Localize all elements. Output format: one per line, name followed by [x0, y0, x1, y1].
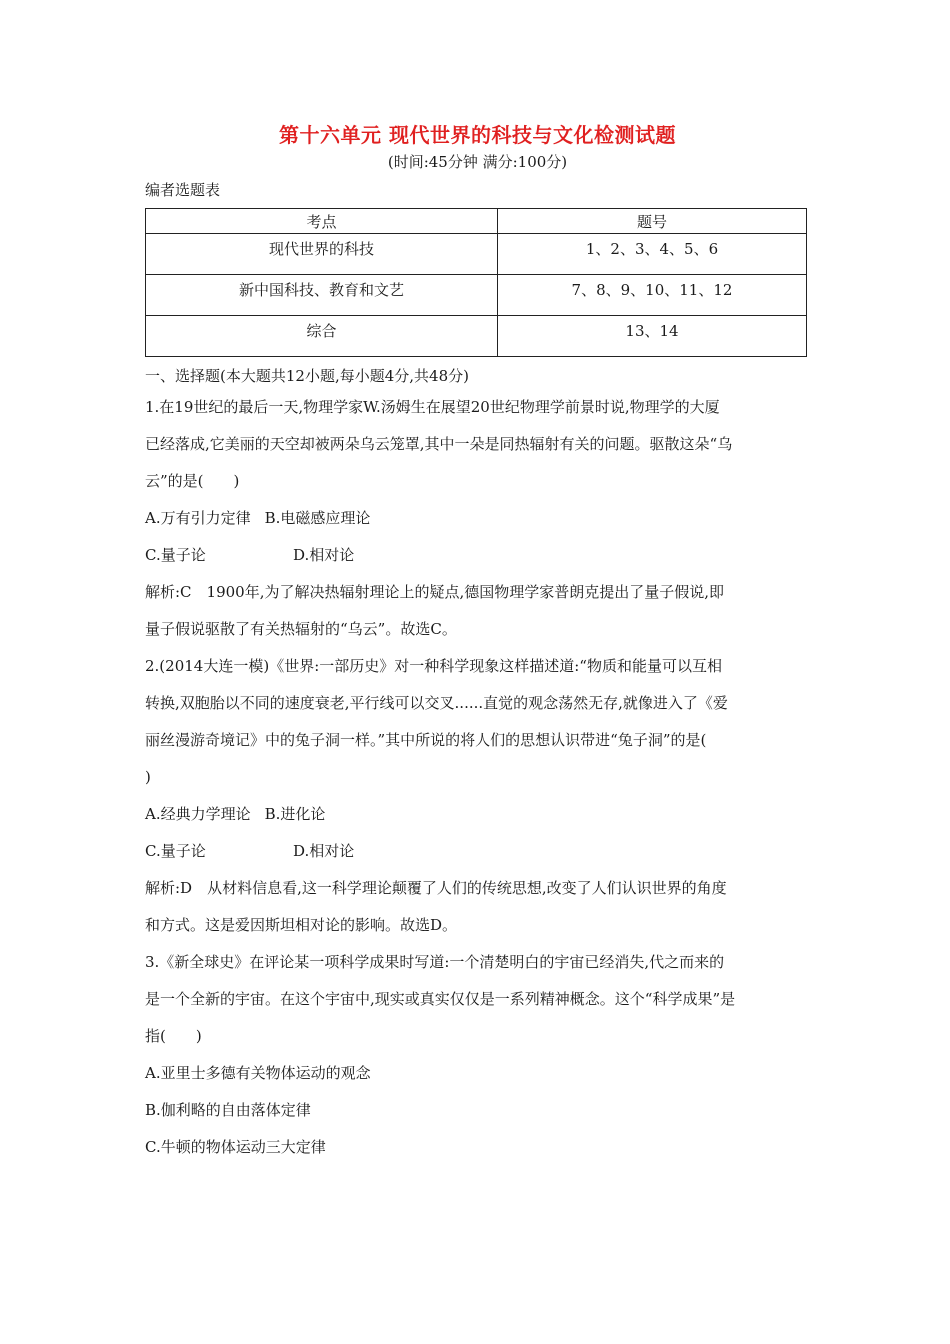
question-text: ) — [145, 768, 151, 786]
option-a: A.亚里士多德有关物体运动的观念 — [145, 1064, 371, 1082]
question-text: 指( ) — [145, 1027, 202, 1045]
option-b: B.电磁感应理论 — [264, 509, 371, 527]
question-text: 1.在19世纪的最后一天,物理学家W.汤姆生在展望20世纪物理学前景时说,物理学的大厦 — [145, 398, 720, 416]
option-a: A.经典力学理论 — [145, 805, 251, 823]
document-title: 第十六单元 现代世界的科技与文化检测试题 — [279, 123, 676, 147]
analysis-text: 解析:C 1900年,为了解决热辐射理论上的疑点,德国物理学家普朗克提出了量子假说,即 — [145, 583, 725, 601]
question-text: 已经落成,它美丽的天空却被两朵乌云笼罩,其中一朵是同热辐射有关的问题。驱散这朵“乌 — [145, 435, 733, 453]
question-text: 转换,双胞胎以不同的速度衰老,平行线可以交叉......直觉的观念荡然无存,就像进入了《爱 — [145, 694, 728, 712]
option-row — [145, 500, 810, 537]
option-row — [145, 796, 810, 833]
question-text: 云”的是( ) — [145, 472, 240, 490]
table-cell-numbers: 13、14 — [498, 316, 807, 357]
analysis-text: 和方式。这是爱因斯坦相对论的影响。故选D。 — [145, 916, 458, 934]
option-c: C.量子论 — [145, 842, 206, 860]
table-header-row — [146, 209, 807, 234]
exam-info: (时间:45分钟 满分:100分) — [387, 153, 568, 171]
table-cell-topic: 新中国科技、教育和文艺 — [146, 275, 498, 316]
option-c: C.牛顿的物体运动三大定律 — [145, 1138, 326, 1156]
table-caption: 编者选题表 — [145, 181, 221, 199]
table-row — [146, 316, 807, 357]
analysis-text: 解析:D 从材料信息看,这一科学理论颠覆了人们的传统思想,改变了人们认识世界的角度 — [145, 879, 727, 897]
option-row — [145, 537, 810, 574]
option-d: D.相对论 — [293, 546, 355, 564]
option-c: C.量子论 — [145, 546, 206, 564]
topic-table — [145, 208, 807, 357]
option-a: A.万有引力定律 — [145, 509, 251, 527]
question-2 — [145, 648, 810, 944]
option-b: B.伽利略的自由落体定律 — [145, 1101, 311, 1119]
table-cell-numbers: 7、8、9、10、11、12 — [498, 275, 807, 316]
table-cell-numbers: 1、2、3、4、5、6 — [498, 234, 807, 275]
question-text: 丽丝漫游奇境记》中的兔子洞一样。”其中所说的将人们的思想认识带进“兔子洞”的是( — [145, 731, 707, 749]
analysis-text: 量子假说驱散了有关热辐射的“乌云”。故选C。 — [145, 620, 457, 638]
header-topic: 考点 — [146, 209, 498, 234]
question-1 — [145, 389, 810, 648]
table-cell-topic: 现代世界的科技 — [146, 234, 498, 275]
question-3 — [145, 944, 810, 1166]
table-row — [146, 275, 807, 316]
header-question-numbers: 题号 — [498, 209, 807, 234]
question-text: 是一个全新的宇宙。在这个宇宙中,现实或真实仅仅是一系列精神概念。这个“科学成果”是 — [145, 990, 736, 1008]
option-d: D.相对论 — [293, 842, 355, 860]
question-text: 3.《新全球史》在评论某一项科学成果时写道:一个清楚明白的宇宙已经消失,代之而来的 — [145, 953, 725, 971]
table-cell-topic: 综合 — [146, 316, 498, 357]
table-row — [146, 234, 807, 275]
document-page — [145, 120, 810, 1166]
question-text: 2.(2014大连一模)《世界:一部历史》对一种科学现象这样描述道:“物质和能量可以互相 — [145, 657, 722, 675]
option-row — [145, 833, 810, 870]
section-heading: 一、选择题(本大题共12小题,每小题4分,共48分) — [145, 367, 469, 385]
option-b: B.进化论 — [264, 805, 326, 823]
